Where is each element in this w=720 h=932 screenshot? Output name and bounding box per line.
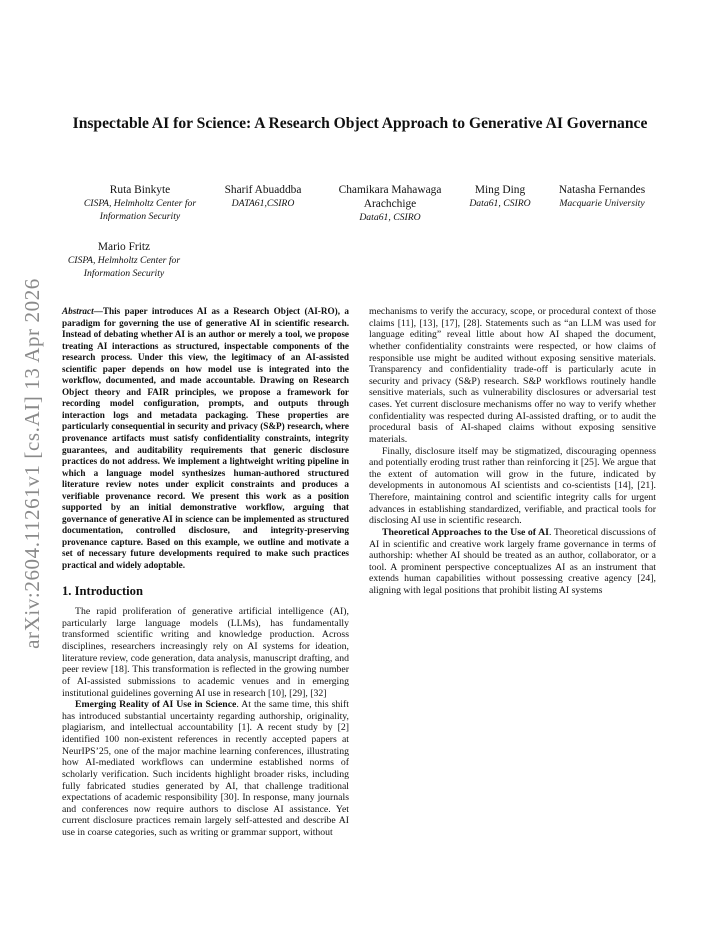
paper-title: Inspectable AI for Science: A Research Object Approach to Generative AI Governance bbox=[72, 115, 648, 132]
paragraph-run-in-heading: Theoretical Approaches to the Use of AI bbox=[382, 526, 549, 538]
author-name: Ming Ding bbox=[474, 184, 526, 196]
author-name: Natasha Fernandes bbox=[558, 184, 646, 196]
intro-paragraph-3: Finally, disclosure itself may be stigmatized, discouraging openness and potentially eroding trust rather than reinforcing it [25]. We argue that the extent of automation will grow in the future, indicated by developments in autonomous AI scientists and co-scientists [14], [21]. Therefore, maintaining control and scientific integrity calls for urgent advances in establishing standardized, verifiable, and practical tools for disclosing AI use in scientific research. bbox=[369, 445, 656, 527]
intro-paragraph-4 bbox=[369, 527, 656, 597]
section-heading-introduction: 1. Introduction bbox=[62, 583, 143, 598]
author-affiliation: DATA61,CSIRO bbox=[231, 198, 295, 209]
intro-paragraph-2 bbox=[62, 699, 349, 839]
left-column bbox=[62, 306, 349, 839]
paragraph-run-in-heading: Emerging Reality of AI Use in Science bbox=[75, 699, 237, 711]
author-block bbox=[72, 184, 208, 223]
intro-paragraph-1: The rapid proliferation of generative artificial intelligence (AI), particularly large language models (LLMs), has fundamentally transformed scientific writing and knowledge production. Across disciplines, researchers increasingly rely on AI systems for ideation, literature review, code generation, data analysis, manuscript drafting, and peer review [18]. This transformation is reflected in the growing number of AI-assisted submissions to academic venues and in emerging institutional guidelines governing AI use in research [10], [29], [32] bbox=[62, 606, 349, 699]
author-name: Ruta Binkyte bbox=[109, 184, 171, 196]
author-block bbox=[322, 184, 458, 224]
author-block bbox=[458, 184, 542, 211]
author-block bbox=[62, 241, 186, 280]
author-affiliation: CISPA, Helmholtz Center for Information Security bbox=[83, 198, 197, 222]
abstract-text: —This paper introduces AI as a Research Object (AI-RO), a paradigm for governing the use of generative AI in scientific research. Instead of debating whether AI is an author or merely a tool, we propose treating AI interactions as structured, inspectable components of the research process. Under this view, the legitimacy of an AI-assisted scientific paper depends on how model use is integrated into the workflow, documented, and made accountable. Drawing on Research Object theory and FAIR principles, we propose a framework for recording model configuration, prompts, and outputs through interaction logs and metadata packaging. These properties are particularly consequential in security and privacy (S&P) research, where provenance artifacts must satisfy confidentiality constraints, integrity guarantees, and auditability requirements that generic disclosure practices do not address. We implement a lightweight writing pipeline in which a language model synthesizes human-authored structured literature review notes under explicit constraints and produces a verifiable provenance record. We present this work as a position supported by an initial demonstrative workflow, arguing that governance of generative AI in science can be implemented as structured documentation, controlled disclosure, and integrity-preserving provenance capture. Based on this example, we outline and motivate a set of necessary future developments required to make such practices practical and widely adoptable. bbox=[62, 306, 349, 571]
author-affiliation: Data61, CSIRO bbox=[359, 211, 421, 223]
author-affiliation: Data61, CSIRO bbox=[469, 198, 531, 209]
author-name: Chamikara Mahawaga Arachchige bbox=[338, 184, 442, 210]
author-name: Sharif Abuaddba bbox=[224, 184, 302, 196]
arxiv-identifier-text: arXiv:2604.11261v1 [cs.AI] 13 Apr 2026 bbox=[19, 277, 44, 649]
paragraph-body: . Theoretical discussions of AI in scientific and creative work largely frame governance in terms of authorship: whether AI should be treated as an author, collaborator, or a tool. A prominent perspective conceptualizes AI as an instrument that extends human capabilities without possessing creative agency [24], aligning with legal positions that prohibit listing AI systems bbox=[369, 526, 656, 596]
right-column bbox=[369, 306, 656, 597]
author-block bbox=[210, 184, 316, 211]
abstract-label: Abstract bbox=[62, 306, 94, 316]
author-affiliation: CISPA, Helmholtz Center for Information Security bbox=[67, 255, 181, 279]
author-affiliation: Macquarie University bbox=[559, 198, 645, 209]
arxiv-identifier-stamp bbox=[2, 258, 62, 668]
paragraph-body: . At the same time, this shift has introduced substantial uncertainty regarding authorship, originality, plagiarism, and intellectual accountability [1]. A recent study by [2] identified 100 non-existent references in recently accepted papers at NeurIPS’25, one of the major machine learning conferences, illustrating how AI-mediated workflows can undermine established norms of scholarly verification. Such incidents highlight broader risks, including fully fabricated studies generated by AI, that challenge traditional expectations of academic responsibility [30]. In response, many journals and conferences now require authors to disclose AI assistance. Yet current disclosure practices remain largely self-attested and describe AI use in coarse categories, such as writing or grammar support, without bbox=[62, 699, 349, 839]
author-block bbox=[544, 184, 660, 211]
author-name: Mario Fritz bbox=[97, 241, 151, 253]
abstract bbox=[62, 306, 349, 572]
intro-paragraph-2-continued: mechanisms to verify the accuracy, scope, or procedural context of those claims [11], [13], [17], [28]. Statements such as “an LLM was used for language editing” reveal little about how AI shaped the document, whether confidentiality constraints were respected, or how claims of responsible use might be audited without exposing sensitive materials. Transparency and confidentiality trade-off is particularly acute in security and privacy (S&P) research. S&P workflows routinely handle sensitive materials, such as vulnerability disclosures or adversarial test cases. Yet current disclosure mechanisms offer no way to verify whether confidentiality was respected during AI-assisted drafting, or to audit the procedural basis of AI-shaped claims without exposing sensitive materials. bbox=[369, 306, 656, 445]
